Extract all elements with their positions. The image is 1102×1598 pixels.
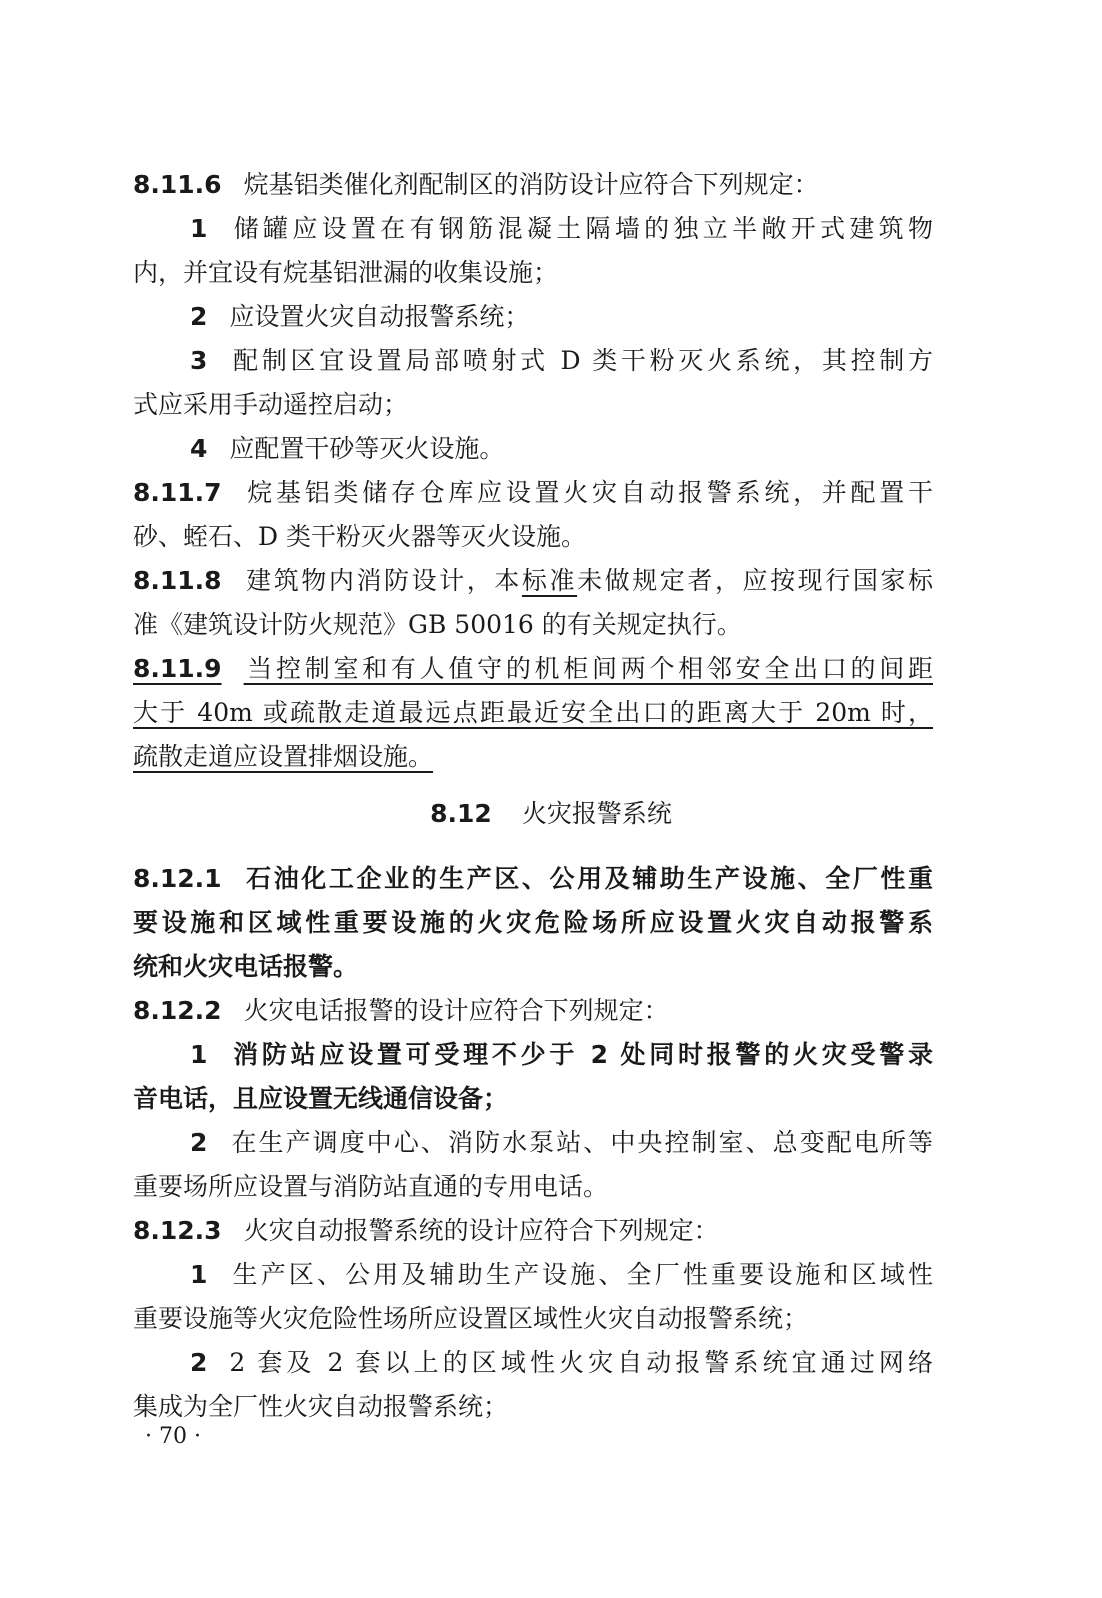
clause-8-12-2 [133, 993, 933, 1029]
clause-number: 8.11.8 [133, 566, 222, 595]
clause-number: 8.11.6 [133, 170, 222, 199]
clause-text: 火灾电话报警的设计应符合下列规定： [243, 996, 669, 1025]
clause-8-11-6 [133, 167, 933, 203]
underlined-term: 标准 [521, 566, 578, 595]
clause-8-11-9-line-3: 疏散走道应设置排烟设施。 [133, 742, 434, 771]
clause-8-11-7 [133, 475, 933, 511]
item-number: 2 [190, 302, 208, 331]
item-text: 应配置干砂等灭火设施。 [229, 434, 505, 463]
clause-8-12-3 [133, 1213, 933, 1249]
section-number: 8.12 [430, 799, 492, 828]
item-number: 4 [190, 434, 208, 463]
item-text: 配制区宜设置局部喷射式 D 类干粉灭火系统，其控制方 [229, 346, 933, 375]
item-3-continuation: 式应采用手动遥控启动； [133, 390, 409, 419]
item-1-first-line [190, 211, 933, 247]
clause-number: 8.12.3 [133, 1216, 222, 1245]
section-title: 火灾报警系统 [521, 799, 672, 828]
clause-text: 当控制室和有人值守的机柜间两个相邻安全出口的间距 [243, 654, 933, 683]
clause-8-11-8 [133, 563, 933, 599]
item-2-continuation: 重要场所应设置与消防站直通的专用电话。 [133, 1172, 609, 1201]
item-text: 生产区、公用及辅助生产设施、全厂性重要设施和区域性 [229, 1260, 933, 1289]
item-2-continuation: 集成为全厂性火灾自动报警系统； [133, 1392, 509, 1421]
clause-number: 8.11.9 [133, 654, 222, 683]
item-number: 2 [190, 1128, 208, 1157]
item-1-first-line [190, 1257, 933, 1293]
item-number: 2 [190, 1348, 208, 1377]
item-text: 储罐应设置在有钢筋混凝土隔墙的独立半敞开式建筑物 [229, 214, 933, 243]
clause-text: 烷基铝类储存仓库应设置火灾自动报警系统，并配置干 [243, 478, 933, 507]
item-text: 在生产调度中心、消防水泵站、中央控制室、总变配电所等 [229, 1128, 933, 1157]
clause-text: 建筑物内消防设计，本 [243, 566, 522, 595]
clause-number: 8.12.1 [133, 864, 222, 893]
item-2-first-line [190, 1345, 933, 1381]
clause-text: 烷基铝类催化剂配制区的消防设计应符合下列规定： [243, 170, 819, 199]
clause-8-12-1-line-2: 要设施和区域性重要设施的火灾危险场所应设置火灾自动报警系 [133, 908, 933, 937]
clause-8-11-9 [133, 651, 933, 687]
item-number: 1 [190, 1260, 208, 1289]
clause-number: 8.11.7 [133, 478, 222, 507]
clause-text: 未做规定者，应按现行国家标 [577, 566, 933, 595]
clause-text: 火灾自动报警系统的设计应符合下列规定： [243, 1216, 719, 1245]
item-number: 1 [190, 1040, 208, 1069]
item-1-continuation: 重要设施等火灾危险性场所应设置区域性火灾自动报警系统； [133, 1304, 809, 1333]
item-2-first-line [190, 1125, 933, 1161]
clause-8-12-1 [133, 861, 933, 897]
item-1-continuation: 音电话，且应设置无线通信设备； [133, 1084, 509, 1113]
item-4 [190, 431, 933, 467]
item-2 [190, 299, 933, 335]
item-number: 1 [190, 214, 208, 243]
clause-number: 8.12.2 [133, 996, 222, 1025]
item-1-continuation: 内，并宜设有烷基铝泄漏的收集设施； [133, 258, 559, 287]
clause-8-11-7-continuation: 砂、蛭石、D 类干粉灭火器等灭火设施。 [133, 522, 586, 551]
clause-8-11-8-continuation: 准《建筑设计防火规范》GB 50016 的有关规定执行。 [133, 610, 742, 639]
clause-text: 石油化工企业的生产区、公用及辅助生产设施、全厂性重 [243, 864, 933, 893]
item-text: 应设置火灾自动报警系统； [229, 302, 530, 331]
clause-8-11-9-line-2: 大于 40m 或疏散走道最远点距最近安全出口的距离大于 20m 时， [133, 698, 933, 727]
page-number: · 70 · [145, 1424, 201, 1449]
section-heading [0, 796, 1102, 832]
item-3-first-line [190, 343, 933, 379]
item-1-first-line [190, 1037, 933, 1073]
item-text: 消防站应设置可受理不少于 2 处同时报警的火灾受警录 [229, 1040, 933, 1069]
item-number: 3 [190, 346, 208, 375]
item-text: 2 套及 2 套以上的区域性火灾自动报警系统宜通过网络 [229, 1348, 933, 1377]
clause-8-12-1-line-3: 统和火灾电话报警。 [133, 952, 359, 981]
